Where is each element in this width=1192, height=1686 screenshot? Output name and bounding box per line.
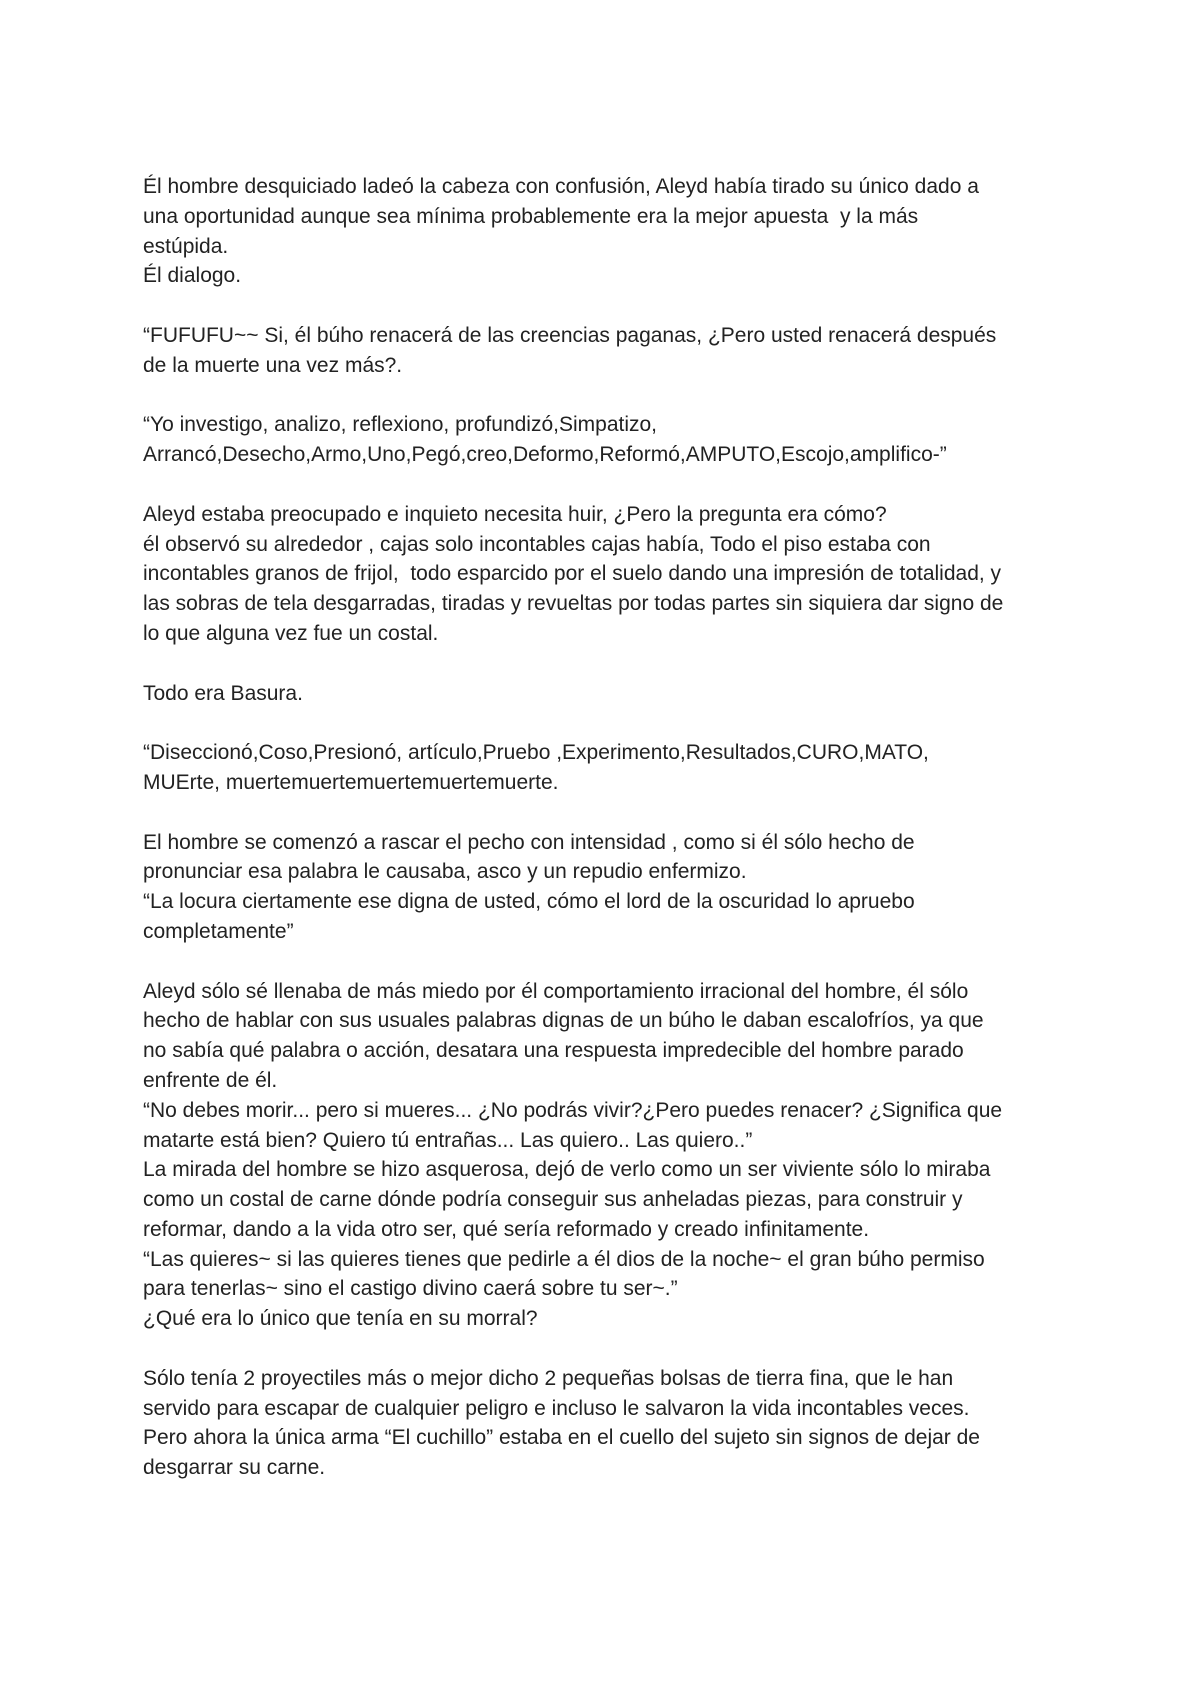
- text-line: Pero ahora la única arma “El cuchillo” estaba en el cuello del sujeto sin signos de dejar de: [143, 1426, 980, 1450]
- text-line: El hombre se comenzó a rascar el pecho con intensidad , como si él sólo hecho de: [143, 830, 915, 854]
- blank-line: [143, 470, 1063, 500]
- text-line: servido para escapar de cualquier peligro e incluso le salvaron la vida incontables veces.: [143, 1396, 970, 1420]
- blank-line: [143, 1334, 1063, 1364]
- text-line: Arrancó,Desecho,Armo,Uno,Pegó,creo,Deformo,Reformó,AMPUTO,Escojo,amplifico-”: [143, 443, 947, 467]
- blank-line: [143, 947, 1063, 977]
- text-line: hecho de hablar con sus usuales palabras dignas de un búho le daban escalofríos, ya que: [143, 1009, 984, 1033]
- text-line: Aleyd estaba preocupado e inquieto necesita huir, ¿Pero la pregunta era cómo?: [143, 502, 887, 526]
- text-line: una oportunidad aunque sea mínima probablemente era la mejor apuesta y la más: [143, 204, 919, 228]
- blank-line: [143, 381, 1063, 411]
- document-body: [143, 172, 1063, 1483]
- text-line: estúpida.: [143, 234, 229, 258]
- text-line: Él dialogo.: [143, 264, 242, 288]
- text-line: “Las quieres~ si las quieres tienes que pedirle a él dios de la noche~ el gran búho permiso: [143, 1247, 985, 1271]
- text-line: Aleyd sólo sé llenaba de más miedo por él comportamiento irracional del hombre, él sólo: [143, 979, 969, 1003]
- text-line: “FUFUFU~~ Si, él búho renacerá de las creencias paganas, ¿Pero usted renacerá después: [143, 323, 997, 347]
- text-line: “La locura ciertamente ese digna de usted, cómo el lord de la oscuridad lo apruebo: [143, 890, 915, 914]
- text-line: desgarrar su carne.: [143, 1456, 326, 1480]
- text-line: La mirada del hombre se hizo asquerosa, dejó de verlo como un ser viviente sólo lo miraba: [143, 1158, 991, 1182]
- text-line: matarte está bien? Quiero tú entrañas... Las quiero.. Las quiero..”: [143, 1128, 753, 1152]
- text-line: reformar, dando a la vida otro ser, qué sería reformado y creado infinitamente.: [143, 1217, 870, 1241]
- text-line: Sólo tenía 2 proyectiles más o mejor dicho 2 pequeñas bolsas de tierra fina, que le han: [143, 1366, 954, 1390]
- blank-line: [143, 291, 1063, 321]
- text-line: ¿Qué era lo único que tenía en su morral?: [143, 1307, 538, 1331]
- text-line: “No debes morir... pero si mueres... ¿No podrás vivir?¿Pero puedes renacer? ¿Significa que: [143, 1098, 1003, 1122]
- text-line: lo que alguna vez fue un costal.: [143, 621, 439, 645]
- text-line: no sabía qué palabra o acción, desatara una respuesta impredecible del hombre parado: [143, 1039, 964, 1063]
- text-line: las sobras de tela desgarradas, tiradas y revueltas por todas partes sin siquiera dar signo de: [143, 592, 1004, 616]
- text-line: Él hombre desquiciado ladeó la cabeza con confusión, Aleyd había tirado su único dado a: [143, 175, 979, 198]
- text-line: para tenerlas~ sino el castigo divino caerá sobre tu ser~.”: [143, 1277, 678, 1301]
- text-line: MUErte, muertemuertemuertemuertemuerte.: [143, 770, 559, 794]
- text-line: pronunciar esa palabra le causaba, asco y un repudio enfermizo.: [143, 860, 747, 884]
- text-line: incontables granos de frijol, todo esparcido por el suelo dando una impresión de totalidad, y: [143, 562, 1002, 586]
- text-line: como un costal de carne dónde podría conseguir sus anheladas piezas, para construir y: [143, 1188, 963, 1212]
- text-line: Todo era Basura.: [143, 681, 303, 705]
- text-line: enfrente de él.: [143, 1068, 278, 1092]
- blank-line: [143, 649, 1063, 679]
- text-line: “Yo investigo, analizo, reflexiono, profundizó,Simpatizo,: [143, 413, 658, 437]
- text-line: de la muerte una vez más?.: [143, 353, 403, 377]
- text-line: completamente”: [143, 919, 294, 943]
- text-line: “Diseccionó,Coso,Presionó, artículo,Pruebo ,Experimento,Resultados,CURO,MATO,: [143, 741, 929, 765]
- text-line: él observó su alrededor , cajas solo incontables cajas había, Todo el piso estaba con: [143, 532, 931, 556]
- blank-line: [143, 708, 1063, 738]
- blank-line: [143, 798, 1063, 828]
